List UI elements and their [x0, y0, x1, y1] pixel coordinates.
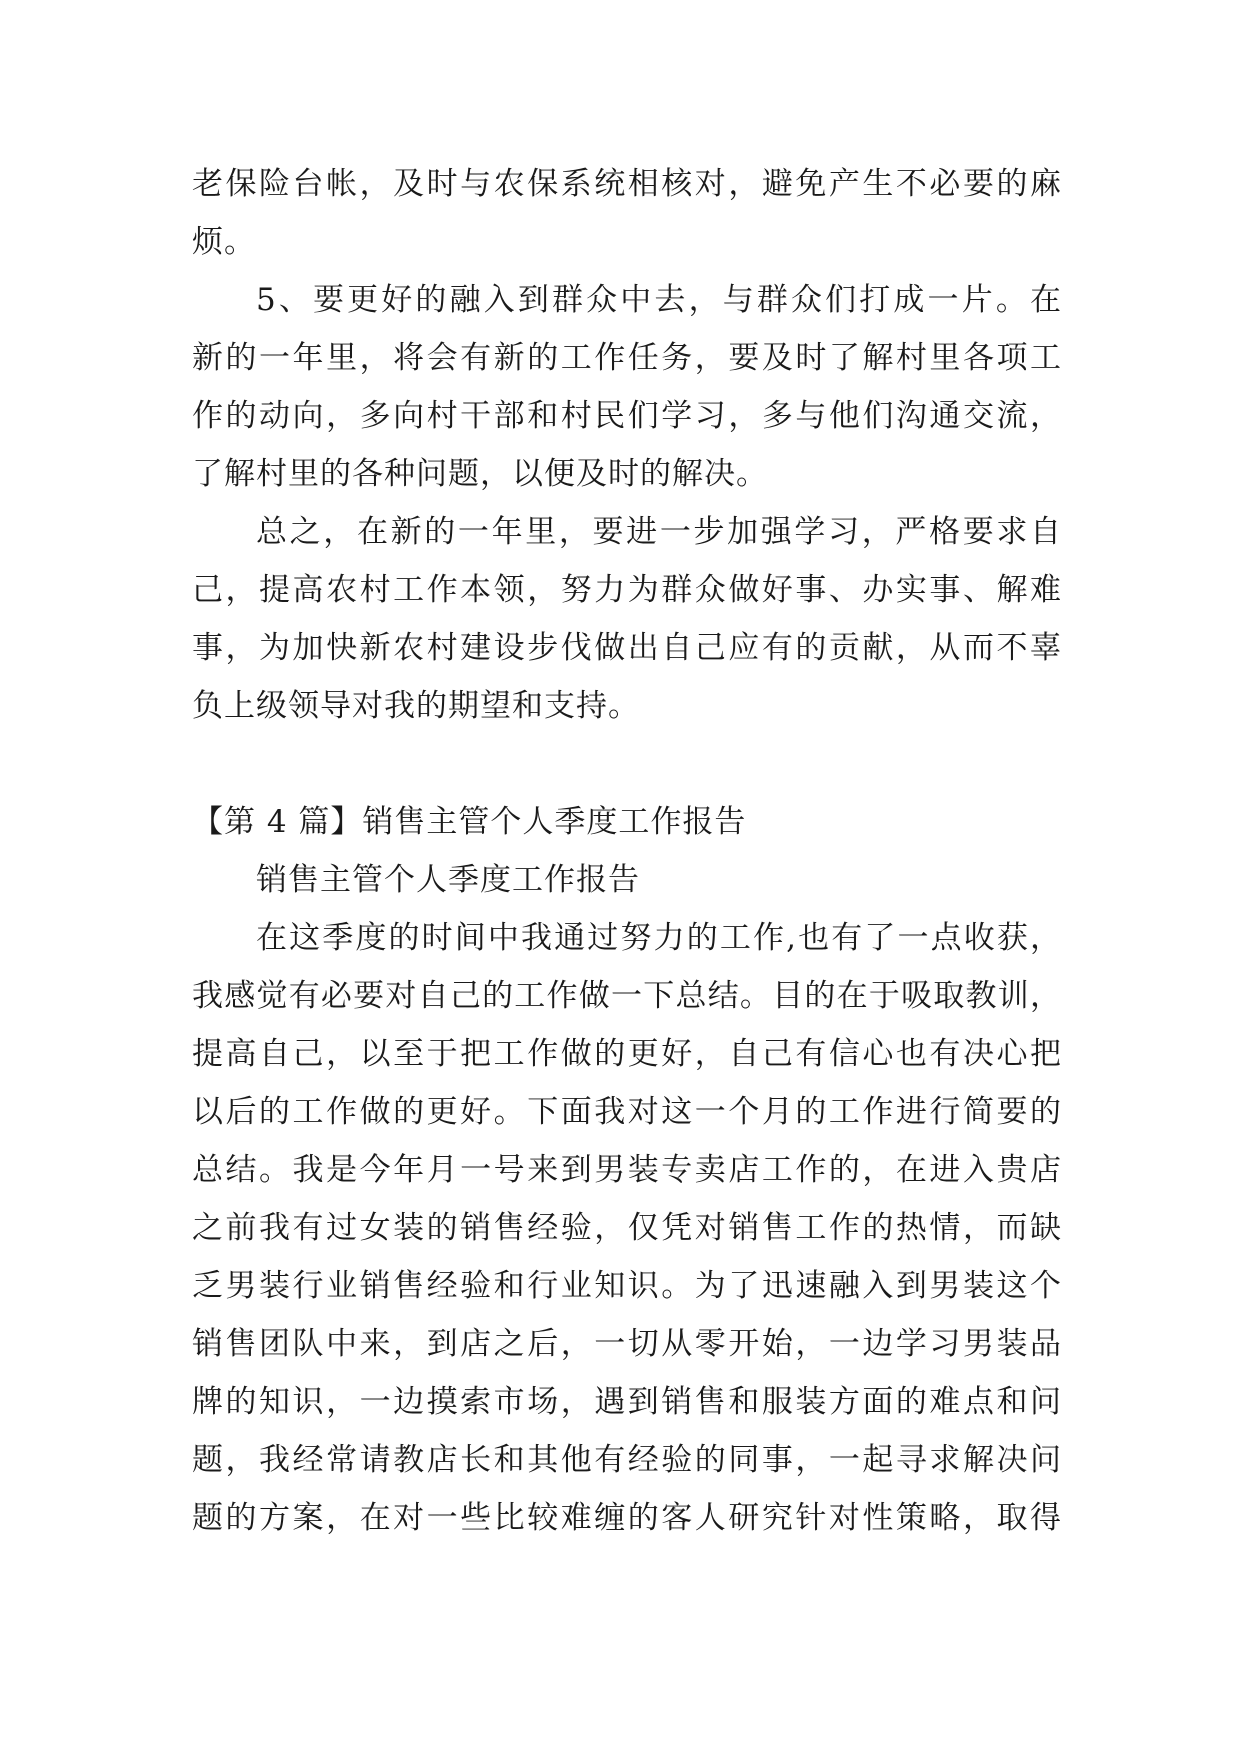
paragraph-line: 销售团队中来，到店之后，一切从零开始，一边学习男装品	[192, 1326, 1062, 1362]
paragraph-line: 在这季度的时间中我通过努力的工作,也有了一点收获，	[256, 920, 1062, 956]
paragraph-line: 老保险台帐，及时与农保系统相核对，避免产生不必要的麻	[192, 166, 1062, 202]
paragraph-line: 以后的工作做的更好。下面我对这一个月的工作进行简要的	[192, 1094, 1062, 1130]
paragraph-line: 总结。我是今年月一号来到男装专卖店工作的，在进入贵店	[192, 1152, 1062, 1188]
section-heading: 【第 4 篇】销售主管个人季度工作报告	[192, 804, 747, 840]
paragraph-line: 烦。	[192, 224, 256, 260]
paragraph-line: 题，我经常请教店长和其他有经验的同事，一起寻求解决问	[192, 1442, 1062, 1478]
paragraph-line: 牌的知识，一边摸索市场，遇到销售和服装方面的难点和问	[192, 1384, 1062, 1420]
paragraph-line: 作的动向，多向村干部和村民们学习，多与他们沟通交流，	[192, 398, 1062, 434]
section-subtitle: 销售主管个人季度工作报告	[256, 862, 640, 898]
paragraph-line: 之前我有过女装的销售经验，仅凭对销售工作的热情，而缺	[192, 1210, 1062, 1246]
paragraph-line: 提高自己，以至于把工作做的更好，自己有信心也有决心把	[192, 1036, 1062, 1072]
paragraph-line: 乏男装行业销售经验和行业知识。为了迅速融入到男装这个	[192, 1268, 1062, 1304]
paragraph-line: 5、要更好的融入到群众中去，与群众们打成一片。在	[256, 282, 1062, 318]
paragraph-line: 总之，在新的一年里，要进一步加强学习，严格要求自	[256, 514, 1062, 550]
paragraph-line: 新的一年里，将会有新的工作任务，要及时了解村里各项工	[192, 340, 1062, 376]
paragraph-line: 事，为加快新农村建设步伐做出自己应有的贡献，从而不辜	[192, 630, 1062, 666]
paragraph-line: 己，提高农村工作本领，努力为群众做好事、办实事、解难	[192, 572, 1062, 608]
paragraph-line: 题的方案，在对一些比较难缠的客人研究针对性策略，取得	[192, 1500, 1062, 1536]
paragraph-line: 我感觉有必要对自己的工作做一下总结。目的在于吸取教训，	[192, 978, 1062, 1014]
paragraph-line: 负上级领导对我的期望和支持。	[192, 688, 640, 724]
paragraph-line: 了解村里的各种问题，以便及时的解决。	[192, 456, 768, 492]
